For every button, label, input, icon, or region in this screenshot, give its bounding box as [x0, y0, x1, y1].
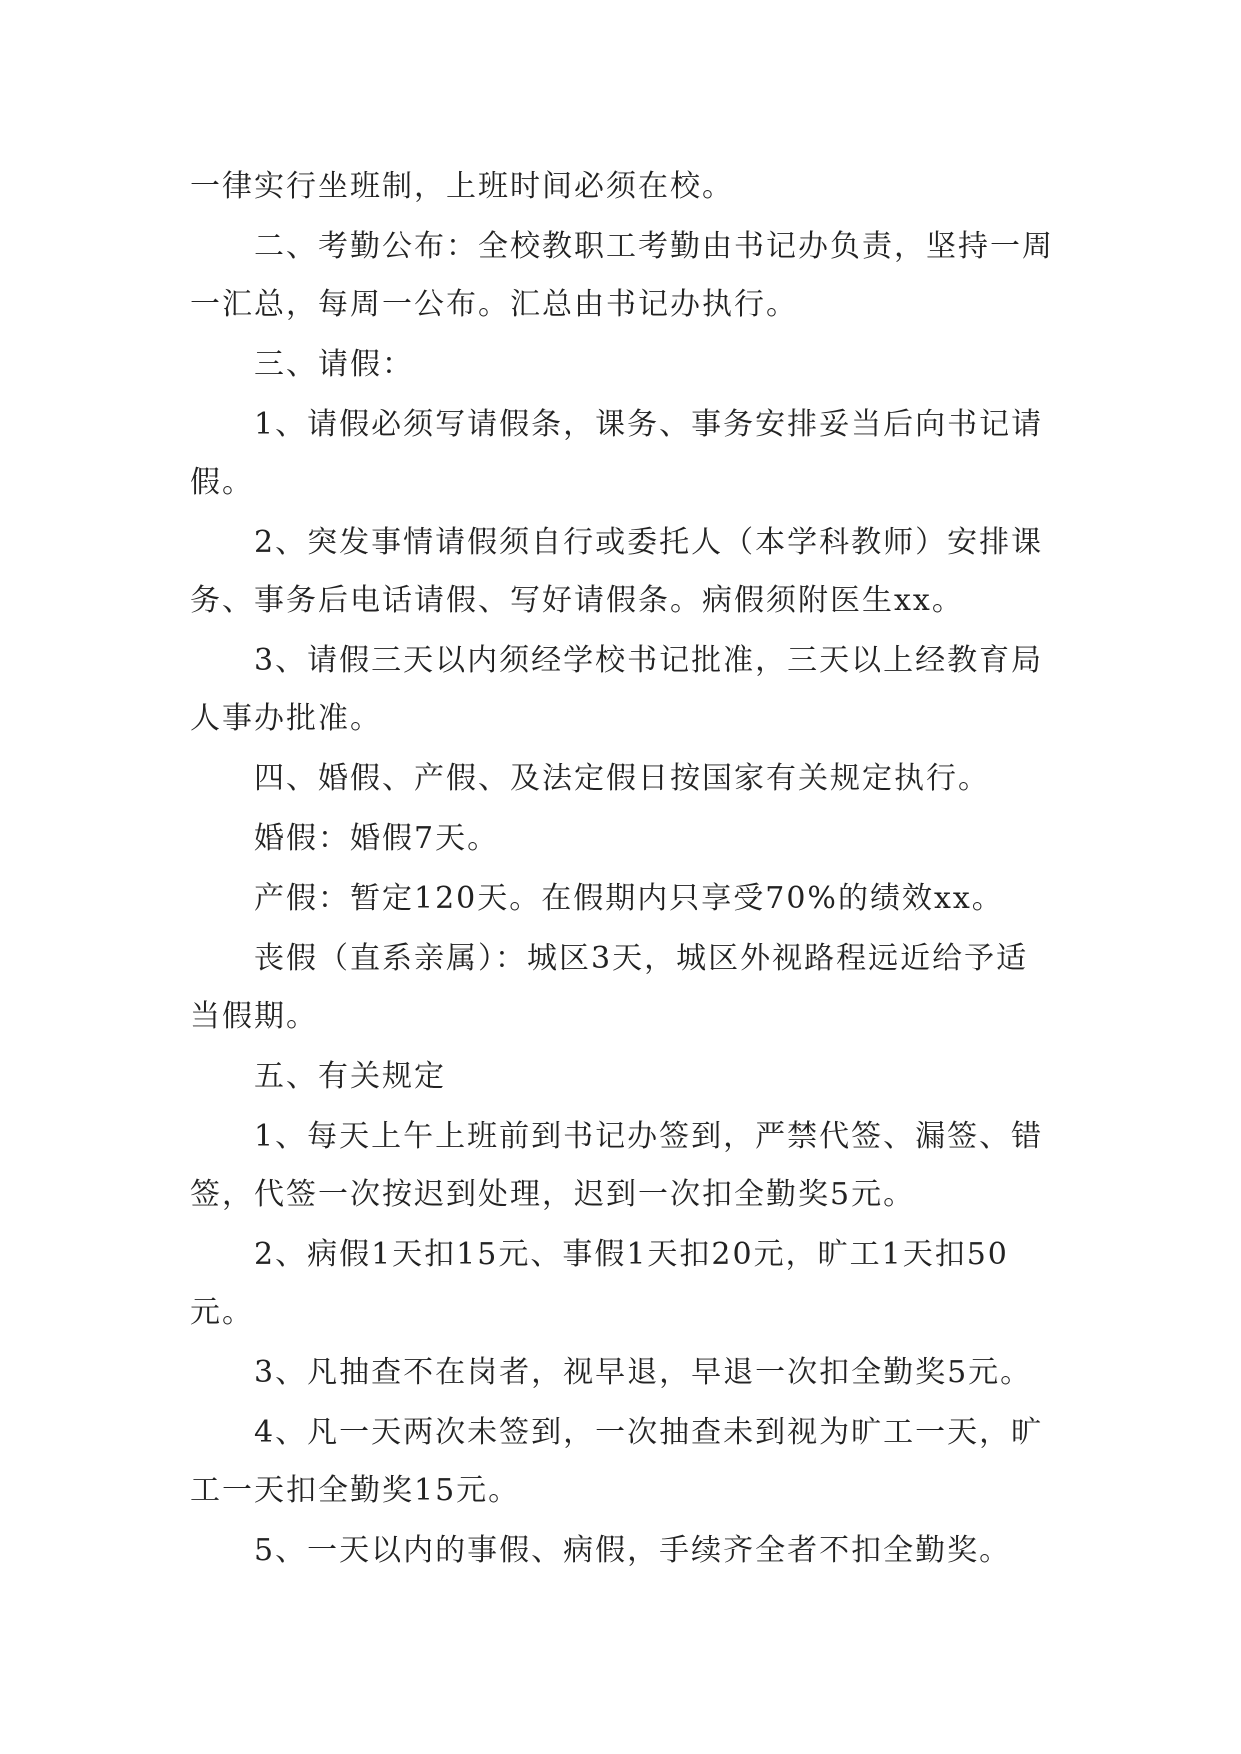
paragraph-leave-rule-3: 3、请假三天以内须经学校书记批准，三天以上经教育局人事办批准。: [190, 643, 1044, 736]
paragraph-maternity-leave: 产假：暂定120天。在假期内只享受70%的绩效xx。: [254, 881, 1004, 916]
paragraph-continuation: 一律实行坐班制，上班时间必须在校。: [190, 169, 734, 204]
paragraph-marriage-leave: 婚假：婚假7天。: [254, 821, 500, 856]
paragraph-regulation-5: 5、一天以内的事假、病假，手续齐全者不扣全勤奖。: [254, 1533, 1012, 1568]
heading-regulations: 五、有关规定: [254, 1059, 446, 1094]
paragraph-bereavement-leave: 丧假（直系亲属）：城区3天，城区外视路程远近给予适当假期。: [190, 941, 1029, 1034]
heading-leave: 三、请假：: [254, 347, 414, 382]
paragraph-leave-rule-2: 2、突发事情请假须自行或委托人（本学科教师）安排课务、事务后电话请假、写好请假条。病假须附医生xx。: [190, 525, 1044, 618]
paragraph-attendance-publication: 二、考勤公布：全校教职工考勤由书记办负责，坚持一周一汇总，每周一公布。汇总由书记办执行。: [190, 229, 1054, 322]
heading-statutory-leave: 四、婚假、产假、及法定假日按国家有关规定执行。: [254, 761, 990, 796]
paragraph-regulation-1: 1、每天上午上班前到书记办签到，严禁代签、漏签、错签，代签一次按迟到处理，迟到一次扣全勤奖5元。: [190, 1119, 1044, 1212]
paragraph-regulation-2: 2、病假1天扣15元、事假1天扣20元，旷工1天扣50元。: [190, 1237, 1009, 1330]
paragraph-regulation-3: 3、凡抽查不在岗者，视早退，早退一次扣全勤奖5元。: [254, 1355, 1033, 1390]
paragraph-regulation-4: 4、凡一天两次未签到，一次抽查未到视为旷工一天，旷工一天扣全勤奖15元。: [190, 1415, 1044, 1508]
paragraph-leave-rule-1: 1、请假必须写请假条，课务、事务安排妥当后向书记请假。: [190, 407, 1044, 500]
document-body: [190, 158, 1055, 1582]
